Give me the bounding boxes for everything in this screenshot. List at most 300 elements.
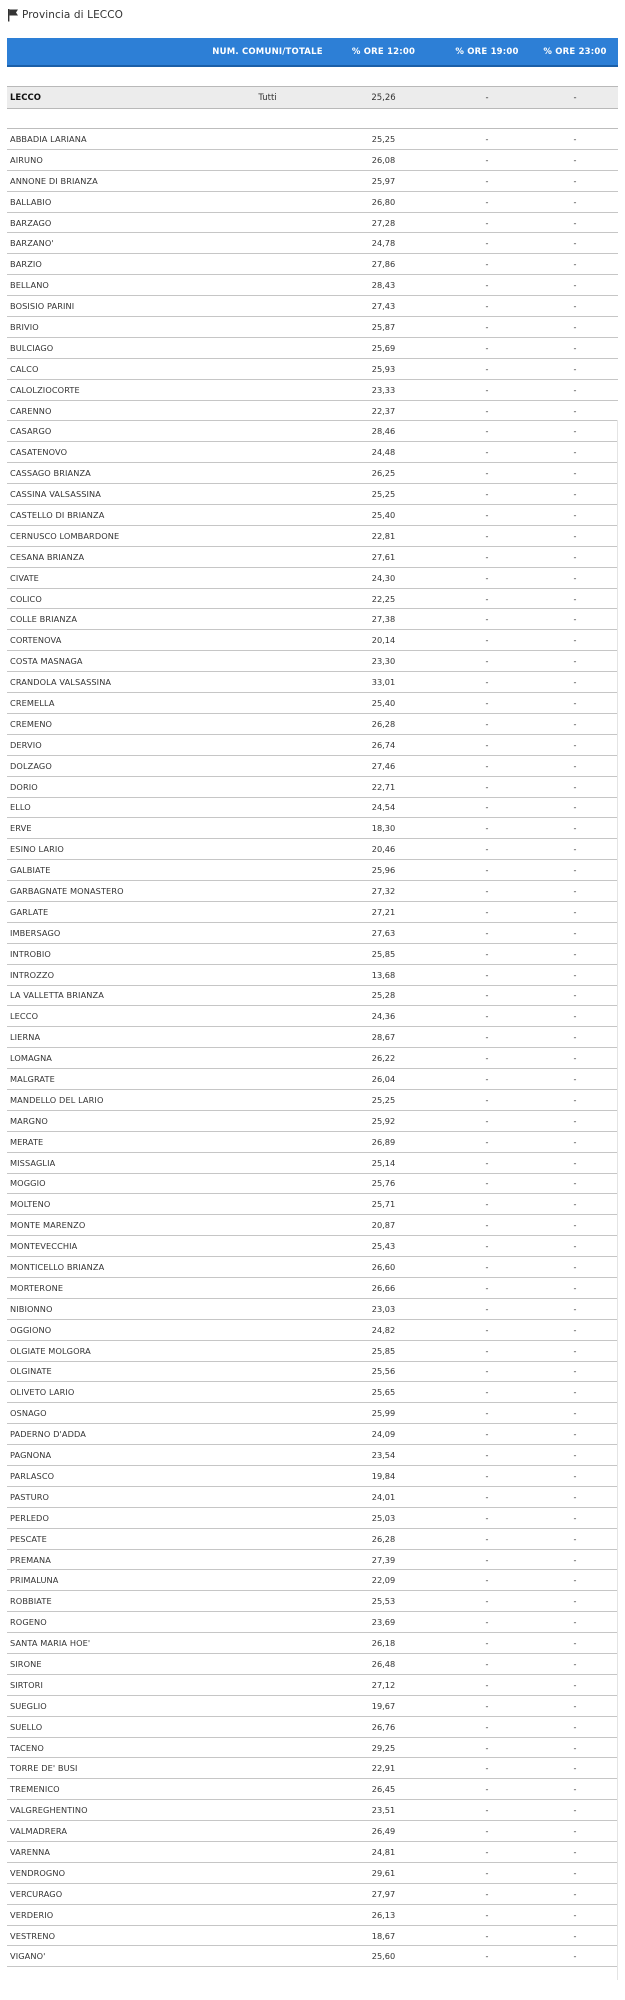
comune-name: CASATENOVO bbox=[10, 447, 68, 458]
table-row bbox=[7, 986, 618, 1007]
comune-name: ABBADIA LARIANA bbox=[10, 133, 87, 144]
comune-name: DERVIO bbox=[10, 739, 42, 750]
table-row bbox=[7, 150, 618, 171]
ore-12-value: 22,09 bbox=[371, 1575, 396, 1586]
ore-12-value: 25,60 bbox=[371, 1951, 396, 1962]
ore-19-value: - bbox=[485, 1763, 489, 1774]
ore-19-value: - bbox=[485, 1638, 489, 1649]
ore-19-value: - bbox=[485, 1199, 489, 1210]
table-row bbox=[7, 1758, 618, 1779]
ore-23-value: - bbox=[573, 1658, 577, 1669]
comune-name: DOLZAGO bbox=[10, 760, 52, 771]
header-ore-19: % ORE 19:00 bbox=[455, 46, 519, 57]
ore-23-value: - bbox=[573, 238, 577, 249]
ore-19-value: - bbox=[485, 363, 489, 374]
ore-19-value: - bbox=[485, 509, 489, 520]
ore-19-value: - bbox=[485, 1345, 489, 1356]
comune-name: VESTRENO bbox=[10, 1930, 56, 1941]
table-row bbox=[7, 1299, 618, 1320]
ore-19-value: - bbox=[485, 175, 489, 186]
comune-name: OLIVETO LARIO bbox=[10, 1387, 75, 1398]
ore-12-value: 27,21 bbox=[371, 906, 396, 917]
ore-19-value: - bbox=[485, 906, 489, 917]
ore-23-value: - bbox=[573, 342, 577, 353]
ore-19-value: - bbox=[485, 886, 489, 896]
comune-name: OSNAGO bbox=[10, 1408, 47, 1419]
comune-name: SUEGLIO bbox=[10, 1700, 47, 1711]
ore-23-value: - bbox=[573, 1638, 577, 1649]
ore-19-value: - bbox=[485, 1450, 489, 1461]
comune-name: COLICO bbox=[10, 593, 42, 604]
ore-12-value: 19,67 bbox=[371, 1700, 396, 1711]
comune-name: MALGRATE bbox=[10, 1074, 55, 1085]
table-row bbox=[7, 923, 618, 944]
table-row bbox=[7, 1884, 618, 1905]
ore-23-value: - bbox=[573, 217, 577, 228]
ore-19-value: - bbox=[485, 426, 489, 437]
ore-19-value: - bbox=[485, 844, 489, 855]
table-row bbox=[7, 1403, 618, 1424]
ore-19-value: - bbox=[485, 217, 489, 228]
comune-name: CREMELLA bbox=[10, 697, 55, 708]
ore-12-value: 25,92 bbox=[371, 1115, 396, 1126]
ore-12-value: 25,99 bbox=[371, 1408, 396, 1419]
comune-name: VERDERIO bbox=[10, 1909, 54, 1920]
table-row bbox=[7, 213, 618, 234]
ore-23-value: - bbox=[573, 990, 577, 1001]
table-row bbox=[7, 818, 618, 839]
ore-12-value: 19,84 bbox=[371, 1470, 396, 1481]
ore-19-value: - bbox=[485, 405, 489, 416]
ore-12-value: 25,40 bbox=[371, 697, 396, 708]
table-row bbox=[7, 965, 618, 986]
comune-name: VERCURAGO bbox=[10, 1888, 63, 1899]
table-row bbox=[7, 254, 618, 275]
comune-name: MERATE bbox=[10, 1136, 44, 1147]
table-row bbox=[7, 589, 618, 610]
ore-23-value: - bbox=[573, 1115, 577, 1126]
ore-23-value: - bbox=[573, 781, 577, 792]
table-row bbox=[7, 1153, 618, 1174]
comune-name: CESANA BRIANZA bbox=[10, 551, 85, 562]
table-row bbox=[7, 902, 618, 923]
ore-23-value: - bbox=[573, 1888, 577, 1899]
ore-12-value: 27,97 bbox=[371, 1888, 396, 1899]
ore-12-value: 27,61 bbox=[371, 551, 396, 562]
comune-name: VIGANO' bbox=[10, 1951, 46, 1962]
table-row bbox=[7, 839, 618, 860]
ore-23-value: - bbox=[573, 927, 577, 938]
table-row bbox=[7, 1320, 618, 1341]
ore-19-value: - bbox=[485, 760, 489, 771]
comune-name: TREMENICO bbox=[10, 1784, 60, 1795]
ore-12-value: 26,60 bbox=[371, 1262, 396, 1273]
comune-name: SIRTORI bbox=[10, 1679, 43, 1690]
ore-12-value: 29,61 bbox=[371, 1867, 396, 1878]
ore-19-value: - bbox=[485, 1554, 489, 1565]
table-row bbox=[7, 1612, 618, 1633]
comune-name: MOGGIO bbox=[10, 1178, 46, 1189]
ore-23-value: - bbox=[573, 823, 577, 834]
ore-19-value: - bbox=[485, 1094, 489, 1105]
comune-name: BALLABIO bbox=[10, 196, 52, 207]
ore-19-value: - bbox=[485, 656, 489, 667]
comune-name: GARLATE bbox=[10, 906, 49, 917]
ore-23-value: - bbox=[573, 1241, 577, 1252]
ore-19-value: - bbox=[485, 865, 489, 876]
ore-12-value: 26,25 bbox=[371, 468, 396, 479]
ore-12-value: 27,43 bbox=[371, 301, 396, 312]
ore-23-value: - bbox=[573, 1324, 577, 1335]
ore-12-value: 24,81 bbox=[371, 1846, 396, 1857]
ore-19-value: - bbox=[485, 823, 489, 834]
table-row bbox=[7, 1090, 618, 1111]
ore-19-value: - bbox=[485, 1470, 489, 1481]
comune-name: CIVATE bbox=[10, 572, 39, 583]
table-row bbox=[7, 233, 618, 254]
ore-12-value: 26,18 bbox=[371, 1638, 396, 1649]
ore-19-value: - bbox=[485, 614, 489, 625]
ore-19-value: - bbox=[485, 1157, 489, 1168]
ore-23-value: - bbox=[573, 1450, 577, 1461]
ore-12-value: 28,43 bbox=[371, 280, 396, 291]
ore-23-value: - bbox=[573, 1074, 577, 1085]
comune-name: VALMADRERA bbox=[10, 1826, 68, 1837]
ore-19-value: - bbox=[485, 1679, 489, 1690]
ore-19-value: - bbox=[485, 238, 489, 249]
comune-name: ROBBIATE bbox=[10, 1596, 52, 1607]
table-row bbox=[7, 756, 618, 777]
ore-12-value: 25,56 bbox=[371, 1366, 396, 1377]
table-row bbox=[7, 1946, 618, 1967]
comune-name: VARENNA bbox=[10, 1846, 51, 1857]
ore-12-value: 27,46 bbox=[371, 760, 396, 771]
ore-12-value: 22,91 bbox=[371, 1763, 396, 1774]
ore-12-value: 24,48 bbox=[371, 447, 396, 458]
ore-23-value: - bbox=[573, 1157, 577, 1168]
ore-19-value: - bbox=[485, 1074, 489, 1085]
table-row bbox=[7, 1717, 618, 1738]
table-row bbox=[7, 1006, 618, 1027]
ore-23-value: - bbox=[573, 656, 577, 667]
comune-name: PESCATE bbox=[10, 1533, 47, 1544]
ore-12-value: 25,03 bbox=[371, 1512, 396, 1523]
comune-name: MONTEVECCHIA bbox=[10, 1241, 78, 1252]
table-row bbox=[7, 275, 618, 296]
table-row bbox=[7, 463, 618, 484]
ore-19-value: - bbox=[485, 1032, 489, 1043]
comune-name: TACENO bbox=[10, 1742, 44, 1753]
ore-23-value: - bbox=[573, 1136, 577, 1147]
ore-19-value: - bbox=[485, 1011, 489, 1022]
ore-23-value: - bbox=[573, 1094, 577, 1105]
ore-23-value: - bbox=[573, 1721, 577, 1732]
comuni-table-body bbox=[7, 128, 618, 1967]
ore-23-value: - bbox=[573, 1470, 577, 1481]
ore-19-value: - bbox=[485, 1178, 489, 1189]
comune-name: MISSAGLIA bbox=[10, 1157, 56, 1168]
table-row bbox=[7, 735, 618, 756]
ore-19-value: - bbox=[485, 1658, 489, 1669]
ore-12-value: 24,78 bbox=[371, 238, 396, 249]
ore-23-value: - bbox=[573, 1011, 577, 1022]
ore-12-value: 20,46 bbox=[371, 844, 396, 855]
table-row bbox=[7, 442, 618, 463]
table-row bbox=[7, 1508, 618, 1529]
ore-12-value: 25,85 bbox=[371, 948, 396, 959]
ore-19-value: - bbox=[485, 1282, 489, 1293]
comune-name: BRIVIO bbox=[10, 321, 39, 332]
table-row bbox=[7, 1341, 618, 1362]
comune-name: BARZIO bbox=[10, 259, 42, 270]
comune-name: CARENNO bbox=[10, 405, 52, 416]
table-row bbox=[7, 1675, 618, 1696]
table-row bbox=[7, 1111, 618, 1132]
table-row bbox=[7, 568, 618, 589]
ore-12-value: 23,33 bbox=[371, 384, 396, 395]
ore-23-value: - bbox=[573, 1867, 577, 1878]
ore-12-value: 25,87 bbox=[371, 321, 396, 332]
ore-23-value: - bbox=[573, 301, 577, 312]
table-row bbox=[7, 777, 618, 798]
ore-12-value: 28,67 bbox=[371, 1032, 396, 1043]
ore-12-value: 25,76 bbox=[371, 1178, 396, 1189]
table-row bbox=[7, 1863, 618, 1884]
ore-12-value: 25,65 bbox=[371, 1387, 396, 1398]
comune-name: PREMANA bbox=[10, 1554, 51, 1565]
header-ore-12: % ORE 12:00 bbox=[351, 46, 416, 57]
table-row bbox=[7, 338, 618, 359]
ore-23-value: - bbox=[573, 1262, 577, 1273]
ore-12-value: 25,93 bbox=[371, 363, 396, 374]
table-row bbox=[7, 1027, 618, 1048]
ore-12-value: 29,25 bbox=[371, 1742, 396, 1753]
ore-23-value: - bbox=[573, 154, 577, 165]
ore-23-value: - bbox=[573, 635, 577, 646]
comune-name: LA VALLETTA BRIANZA bbox=[10, 990, 104, 1001]
comune-name: IMBERSAGO bbox=[10, 927, 61, 938]
comune-name: PERLEDO bbox=[10, 1512, 49, 1523]
table-row bbox=[7, 630, 618, 651]
table-row bbox=[7, 129, 618, 150]
table-row bbox=[7, 1174, 618, 1195]
ore-19-value: - bbox=[485, 259, 489, 270]
comune-name: MONTE MARENZO bbox=[10, 1220, 86, 1231]
ore-23-value: - bbox=[573, 1846, 577, 1857]
table-row bbox=[7, 1905, 618, 1926]
ore-19-value: - bbox=[485, 677, 489, 688]
ore-12-value: 26,28 bbox=[371, 718, 396, 729]
ore-19-value: - bbox=[485, 739, 489, 750]
ore-19-value: - bbox=[485, 1846, 489, 1857]
ore-23-value: - bbox=[573, 1951, 577, 1962]
ore-23-value: - bbox=[573, 677, 577, 688]
ore-12-value: 27,63 bbox=[371, 927, 396, 938]
table-row bbox=[7, 1696, 618, 1717]
ore-23-value: - bbox=[573, 1575, 577, 1586]
ore-23-value: - bbox=[573, 259, 577, 270]
comune-name: TORRE DE' BUSI bbox=[10, 1763, 78, 1774]
comune-name: CALCO bbox=[10, 363, 39, 374]
table-row bbox=[7, 1487, 618, 1508]
ore-12-value: 24,09 bbox=[371, 1429, 396, 1440]
ore-23-value: - bbox=[573, 280, 577, 291]
ore-19-value: - bbox=[485, 1826, 489, 1837]
comune-name: COSTA MASNAGA bbox=[10, 656, 83, 667]
ore-23-value: - bbox=[573, 468, 577, 479]
ore-23-value: - bbox=[573, 1032, 577, 1043]
comune-name: NIBIONNO bbox=[10, 1303, 53, 1314]
ore-23-value: - bbox=[573, 1429, 577, 1440]
ore-12-value: 23,54 bbox=[371, 1450, 396, 1461]
ore-23-value: - bbox=[573, 530, 577, 541]
ore-19-value: - bbox=[485, 718, 489, 729]
ore-23-value: - bbox=[573, 175, 577, 186]
ore-12-value: 24,54 bbox=[371, 802, 396, 813]
ore-23-value: - bbox=[573, 593, 577, 604]
comune-name: BARZANO' bbox=[10, 238, 54, 249]
ore-23-value: - bbox=[573, 1596, 577, 1607]
comune-name: INTROZZO bbox=[10, 969, 55, 980]
ore-23-value: - bbox=[573, 1345, 577, 1356]
table-row bbox=[7, 171, 618, 192]
ore-12-value: 25,25 bbox=[371, 489, 396, 500]
ore-23-value: - bbox=[573, 1282, 577, 1293]
ore-23-value: - bbox=[573, 1930, 577, 1941]
table-row bbox=[7, 484, 618, 505]
ore-19-value: - bbox=[485, 1220, 489, 1231]
ore-12-value: 25,25 bbox=[371, 133, 396, 144]
table-row bbox=[7, 359, 618, 380]
comune-name: ESINO LARIO bbox=[10, 844, 64, 855]
ore-12-value: 25,69 bbox=[371, 342, 396, 353]
ore-19-value: - bbox=[485, 1784, 489, 1795]
total-row bbox=[7, 86, 618, 109]
ore-23-value: - bbox=[573, 969, 577, 980]
ore-19-value: - bbox=[485, 133, 489, 144]
ore-23-value: - bbox=[573, 1617, 577, 1628]
ore-23-value: - bbox=[573, 1512, 577, 1523]
comune-name: CREMENO bbox=[10, 718, 53, 729]
ore-23-value: - bbox=[573, 1805, 577, 1816]
ore-19-value: - bbox=[485, 447, 489, 458]
ore-23-value: - bbox=[573, 844, 577, 855]
ore-19-value: - bbox=[485, 1930, 489, 1941]
table-row bbox=[7, 672, 618, 693]
ore-19-value: - bbox=[485, 1867, 489, 1878]
ore-12-value: 26,48 bbox=[371, 1658, 396, 1669]
table-row bbox=[7, 1257, 618, 1278]
table-row bbox=[7, 1570, 618, 1591]
ore-23-value: - bbox=[573, 614, 577, 625]
ore-12-value: 23,30 bbox=[371, 656, 396, 667]
ore-12-value: 25,71 bbox=[371, 1199, 396, 1210]
ore-23-value: - bbox=[573, 1178, 577, 1189]
ore-19-value: - bbox=[485, 593, 489, 604]
ore-23-value: - bbox=[573, 1826, 577, 1837]
ore-19-value: - bbox=[485, 1888, 489, 1899]
table-row bbox=[7, 1779, 618, 1800]
total-comuni: Tutti bbox=[258, 92, 277, 103]
ore-19-value: - bbox=[485, 342, 489, 353]
ore-19-value: - bbox=[485, 468, 489, 479]
ore-12-value: 26,74 bbox=[371, 739, 396, 750]
comune-name: MOLTENO bbox=[10, 1199, 51, 1210]
ore-12-value: 25,53 bbox=[371, 1596, 396, 1607]
ore-19-value: - bbox=[485, 530, 489, 541]
flag-icon bbox=[7, 8, 19, 22]
ore-19-value: - bbox=[485, 948, 489, 959]
ore-12-value: 26,45 bbox=[371, 1784, 396, 1795]
table-row bbox=[7, 860, 618, 881]
table-row bbox=[7, 1529, 618, 1550]
ore-12-value: 27,12 bbox=[371, 1679, 396, 1690]
ore-23-value: - bbox=[573, 1554, 577, 1565]
ore-12-value: 25,40 bbox=[371, 509, 396, 520]
ore-12-value: 28,46 bbox=[371, 426, 396, 437]
ore-12-value: 26,08 bbox=[371, 154, 396, 165]
ore-19-value: - bbox=[485, 1136, 489, 1147]
ore-23-value: - bbox=[573, 1909, 577, 1920]
ore-23-value: - bbox=[573, 363, 577, 374]
comune-name: ELLO bbox=[10, 802, 31, 813]
ore-19-value: - bbox=[485, 969, 489, 980]
ore-12-value: 27,39 bbox=[371, 1554, 396, 1565]
comune-name: PADERNO D'ADDA bbox=[10, 1429, 86, 1440]
table-row bbox=[7, 1654, 618, 1675]
comune-name: OLGIATE MOLGORA bbox=[10, 1345, 91, 1356]
ore-23-value: - bbox=[573, 447, 577, 458]
ore-12-value: 24,30 bbox=[371, 572, 396, 583]
comune-name: GARBAGNATE MONASTERO bbox=[10, 886, 124, 896]
table-row bbox=[7, 317, 618, 338]
ore-12-value: 26,89 bbox=[371, 1136, 396, 1147]
ore-19-value: - bbox=[485, 1053, 489, 1064]
header-ore-23: % ORE 23:00 bbox=[543, 46, 607, 57]
ore-19-value: - bbox=[485, 154, 489, 165]
ore-12-value: 27,38 bbox=[371, 614, 396, 625]
table-row bbox=[7, 1069, 618, 1090]
table-header bbox=[7, 38, 618, 67]
ore-19-value: - bbox=[485, 1617, 489, 1628]
ore-23-value: - bbox=[573, 1220, 577, 1231]
ore-19-value: - bbox=[485, 1115, 489, 1126]
ore-23-value: - bbox=[573, 1408, 577, 1419]
ore-23-value: - bbox=[573, 509, 577, 520]
ore-19-value: - bbox=[485, 1951, 489, 1962]
comune-name: CORTENOVA bbox=[10, 635, 62, 646]
table-row bbox=[7, 609, 618, 630]
ore-12-value: 26,22 bbox=[371, 1053, 396, 1064]
table-row bbox=[7, 651, 618, 672]
table-row bbox=[7, 881, 618, 902]
ore-19-value: - bbox=[485, 1324, 489, 1335]
ore-23-value: - bbox=[573, 1491, 577, 1502]
ore-23-value: - bbox=[573, 1763, 577, 1774]
ore-19-value: - bbox=[485, 1721, 489, 1732]
ore-19-value: - bbox=[485, 1241, 489, 1252]
comune-name: VALGREGHENTINO bbox=[10, 1805, 88, 1816]
table-row bbox=[7, 1215, 618, 1236]
ore-12-value: 23,69 bbox=[371, 1617, 396, 1628]
ore-12-value: 18,67 bbox=[371, 1930, 396, 1941]
table-row bbox=[7, 380, 618, 401]
ore-23-value: - bbox=[573, 1387, 577, 1398]
ore-12-value: 25,25 bbox=[371, 1094, 396, 1105]
ore-12-value: 23,51 bbox=[371, 1805, 396, 1816]
ore-23-value: - bbox=[573, 802, 577, 813]
comune-name: MANDELLO DEL LARIO bbox=[10, 1094, 104, 1105]
